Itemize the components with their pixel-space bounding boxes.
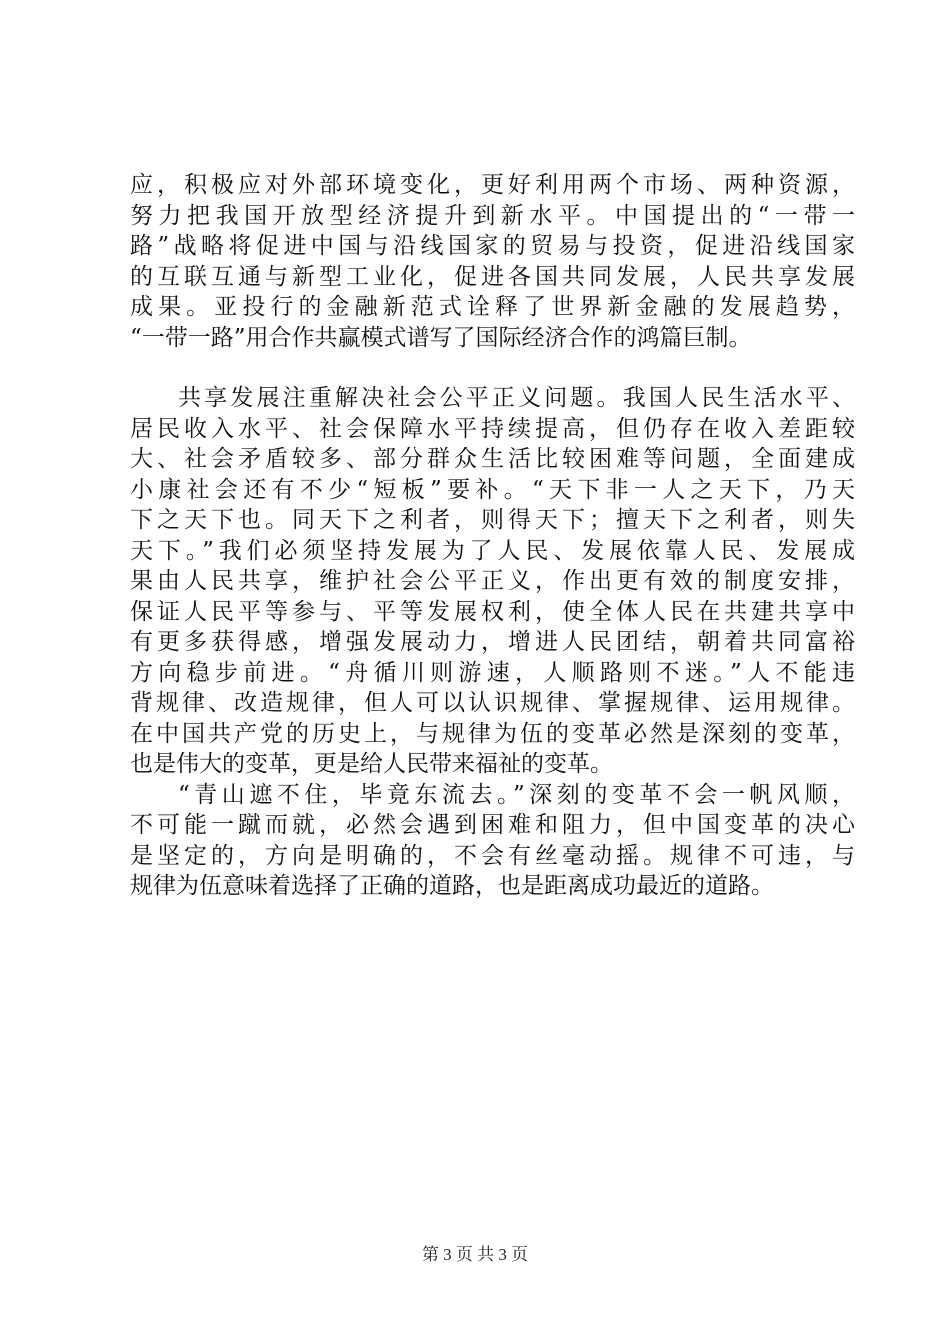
paragraph-1 — [130, 170, 855, 353]
text-line: 下之天下也。同天下之利者，则得天下；擅天下之利者，则失 — [130, 507, 855, 533]
text-line: 不可能一蹴而就，必然会遇到困难和阻力，但中国变革的决心 — [130, 812, 855, 838]
text-line: 保证人民平等参与、平等发展权利，使全体人民在共建共享中 — [130, 598, 855, 625]
text-line: 也是伟大的变革，更是给人民带来福祉的变革。 — [130, 751, 613, 777]
text-line: 共享发展注重解决社会公平正义问题。我国人民生活水平、 — [178, 385, 855, 411]
text-line: “青山遮不住，毕竟东流去。”深刻的变革不会一帆风顺， — [178, 781, 855, 808]
text-line: 努力把我国开放型经济提升到新水平。中国提出的“一带一 — [130, 202, 855, 229]
text-line: 居民收入水平、社会保障水平持续提高，但仍存在收入差距较 — [130, 415, 855, 442]
text-line: 路”战略将促进中国与沿线国家的贸易与投资，促进沿线国家 — [130, 233, 855, 259]
paragraph-spacer — [130, 353, 855, 383]
text-line: 是坚定的，方向是明确的，不会有丝毫动摇。规律不可违，与 — [130, 842, 855, 869]
text-line: 大、社会矛盾较多、部分群众生活比较困难等问题，全面建成 — [130, 446, 855, 472]
text-line: 有更多获得感，增强发展动力，增进人民团结，朝着共同富裕 — [130, 629, 855, 655]
text-line: 天下。”我们必须坚持发展为了人民、发展依靠人民、发展成 — [130, 537, 855, 564]
text-line: 成果。亚投行的金融新范式诠释了世界新金融的发展趋势， — [130, 294, 855, 320]
document-body — [130, 170, 855, 902]
text-line: 背规律、改造规律，但人可以认识规律、掌握规律、运用规律。 — [130, 690, 855, 716]
text-line: 果由人民共享，维护社会公平正义，作出更有效的制度安排， — [130, 568, 855, 594]
paragraph-3 — [130, 780, 855, 902]
page-number-footer: 第 3 页 共 3 页 — [421, 1245, 529, 1264]
text-line: 规律为伍意味着选择了正确的道路，也是距离成功最近的道路。 — [130, 873, 774, 899]
text-line: 方向稳步前进。“舟循川则游速，人顺路则不迷。”人不能违 — [130, 659, 855, 686]
text-line: 小康社会还有不少“短板”要补。“天下非一人之天下，乃天 — [130, 476, 855, 503]
text-line: “一带一路”用合作共赢模式谱写了国际经济合作的鸿篇巨制。 — [130, 324, 752, 351]
text-line: 应，积极应对外部环境变化，更好利用两个市场、两种资源， — [130, 172, 855, 198]
text-line: 在中国共产党的历史上，与规律为伍的变革必然是深刻的变革， — [130, 720, 855, 747]
paragraph-2 — [130, 383, 855, 780]
text-line: 的互联互通与新型工业化，促进各国共同发展，人民共享发展 — [130, 263, 855, 290]
